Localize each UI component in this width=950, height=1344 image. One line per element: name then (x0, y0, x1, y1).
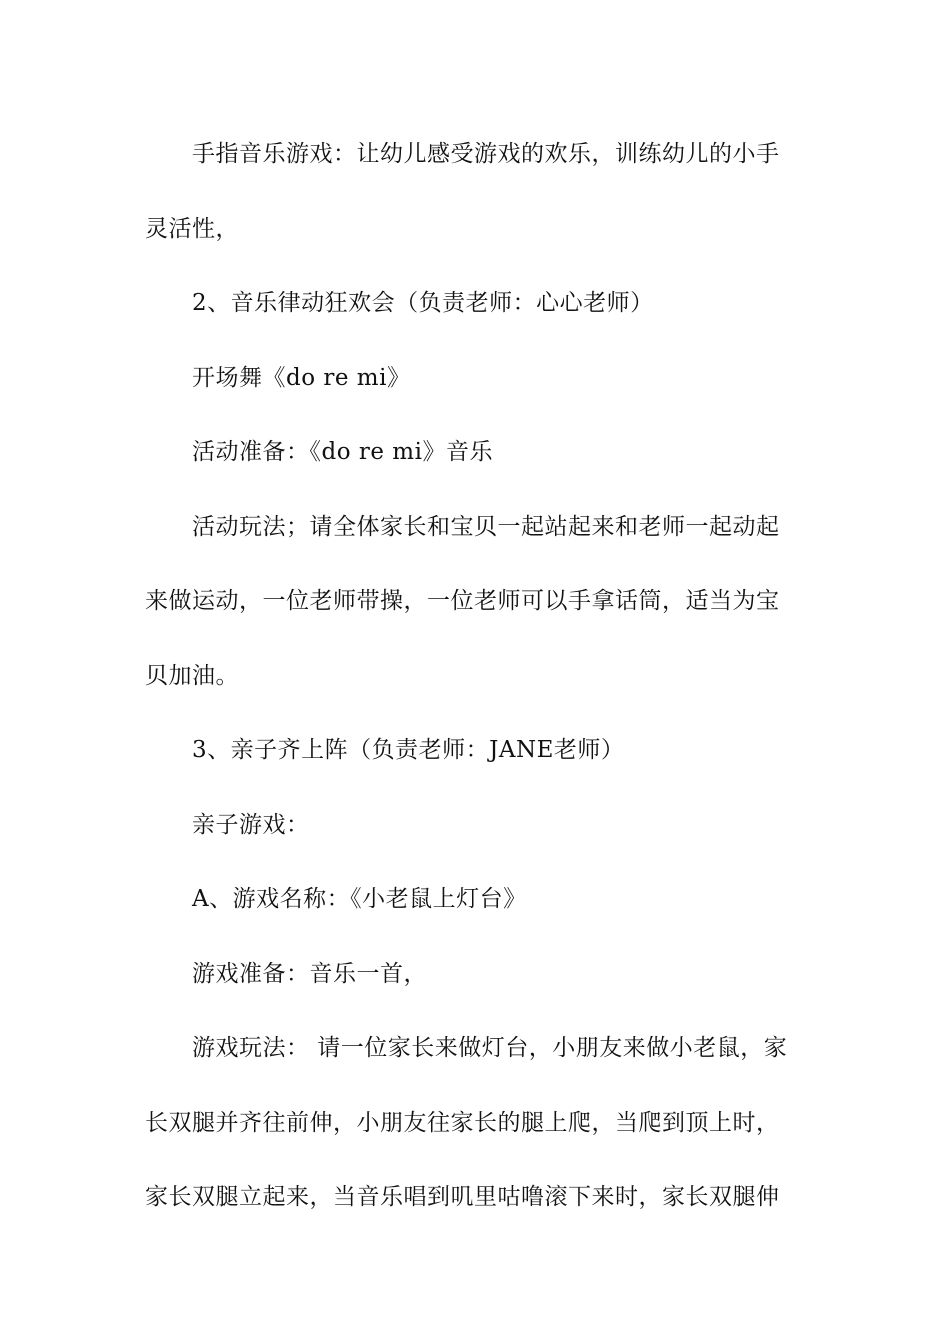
section-heading: 2、音乐律动狂欢会（负责老师：心心老师） (192, 290, 654, 316)
paragraph-line: 开场舞《do re mi》 (192, 364, 411, 391)
paragraph-line: 来做运动，一位老师带操，一位老师可以手拿话筒，适当为宝 (145, 588, 780, 614)
paragraph-line: 手指音乐游戏：让幼儿感受游戏的欢乐，训练幼儿的小手 (192, 141, 780, 167)
paragraph-line: 贝加油。 (145, 662, 239, 689)
section-heading: 3、亲子齐上阵（负责老师：JANE老师） (192, 737, 625, 763)
paragraph-line: 游戏准备：音乐一首， (192, 960, 427, 987)
paragraph-line: 游戏玩法： 请一位家长来做灯台，小朋友来做小老鼠，家 (192, 1035, 788, 1061)
paragraph-line: A、游戏名称：《小老鼠上灯台》 (192, 886, 527, 912)
paragraph-line: 亲子游戏： (192, 811, 310, 838)
paragraph-line: 活动玩法；请全体家长和宝贝一起站起来和老师一起动起 (192, 513, 780, 540)
paragraph-line: 家长双腿立起来，当音乐唱到叽里咕噜滚下来时，家长双腿伸 (145, 1184, 780, 1210)
paragraph-line: 灵活性， (145, 215, 239, 242)
paragraph-line: 活动准备：《do re mi》音乐 (192, 439, 493, 465)
document-body (145, 130, 810, 1248)
paragraph-line: 长双腿并齐往前伸，小朋友往家长的腿上爬，当爬到顶上时， (145, 1109, 780, 1136)
